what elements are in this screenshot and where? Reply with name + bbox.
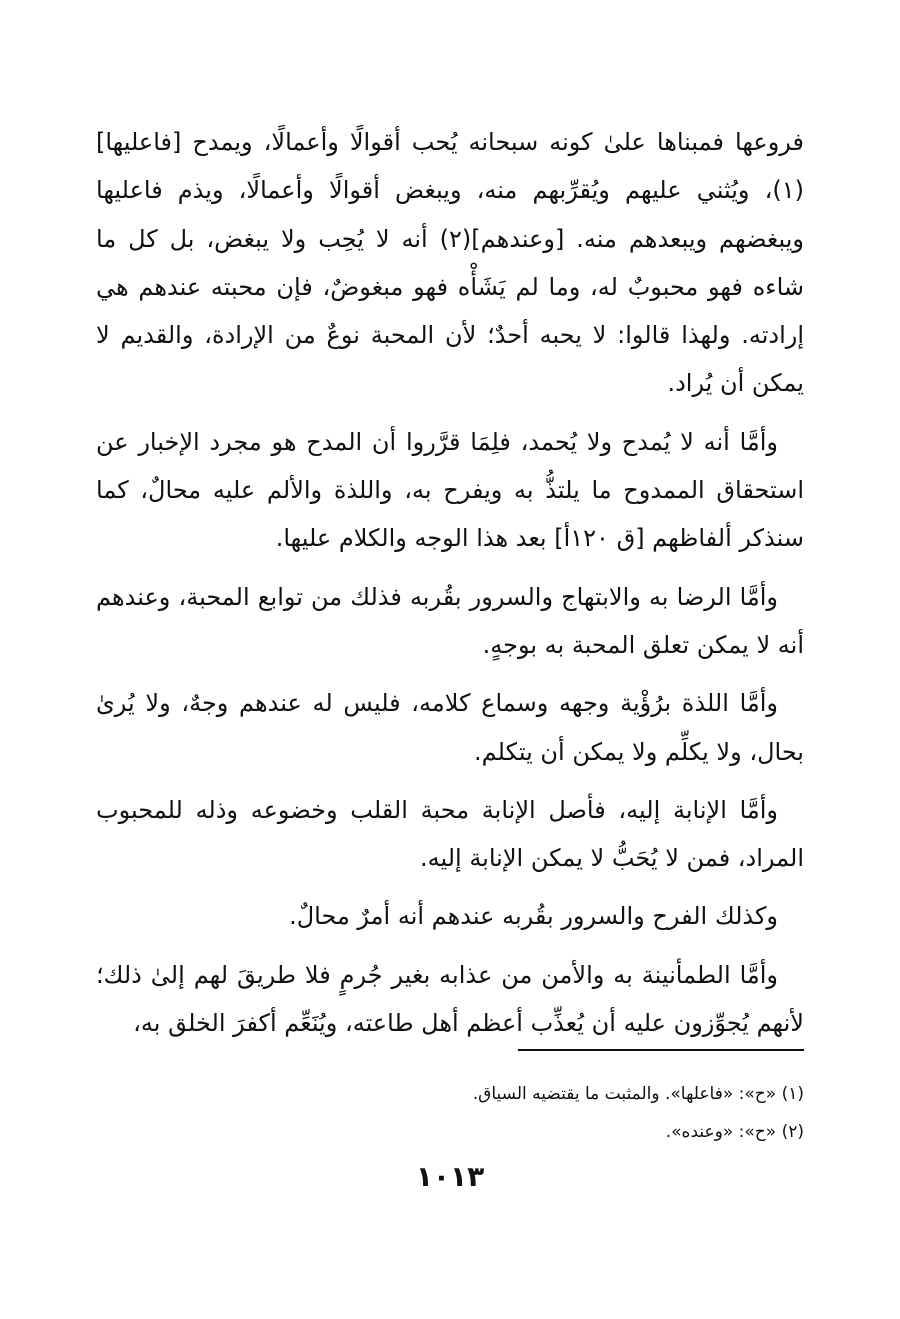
footnote: (٢) «ح»: «وعنده». (665, 1122, 804, 1142)
paragraph: فروعها فمبناها علىٰ كونه سبحانه يُحب أقوالًا وأعمالًا، ويمدح [فاعليها](١)، ويُثني عليهم ويُقرِّبهم منه، ويبغض أقوالًا وأعمالًا، ويذم فاعليها ويبغضهم ويبعدهم منه. [وعندهم](٢) أنه لا يُحِب ولا يبغض، بل كل ما شاءه فهو محبوبٌ له، وما لم يَشَأْه فهو مبغوضٌ، فإن محبته عندهم هي إرادته. ولهذا قالوا: لا يحبه أحدٌ؛ لأن المحبة نوعٌ من الإرادة، والقديم لا يمكن أن يُراد. (96, 128, 804, 398)
paragraph: وكذلك الفرح والسرور بقُربه عندهم أنه أمرٌ محالٌ. (289, 902, 778, 931)
footnotes (96, 1075, 804, 1151)
paragraph: وأمَّا الطمأنينة به والأمن من عذابه بغير جُرمٍ فلا طريقَ لهم إلىٰ ذلك؛ لأنهم يُجوِّزون عليه أن يُعذِّب أعظم أهل طاعته، ويُنَعِّم أكفرَ الخلق به، (96, 960, 804, 1038)
paragraph: وأمَّا الإنابة إليه، فأصل الإنابة محبة القلب وخضوعه وذله للمحبوب المراد، فمن لا يُحَبُّ لا يمكن الإنابة إليه. (96, 795, 804, 873)
footnote: (١) «ح»: «فاعلها». والمثبت ما يقتضيه السياق. (472, 1084, 804, 1104)
main-text (96, 118, 804, 1047)
paragraph: وأمَّا اللذة برُؤْية وجهه وسماع كلامه، فليس له عندهم وجهٌ، ولا يُرىٰ بحال، ولا يكلِّم ولا يمكن أن يتكلم. (96, 689, 804, 766)
paragraph: وأمَّا الرضا به والابتهاج والسرور بقُربه فذلك من توابع المحبة، وعندهم أنه لا يمكن تعلق المحبة به بوجهٍ. (96, 582, 804, 659)
page-number: ١٠١٣ (415, 1160, 485, 1193)
footnote-divider (518, 1049, 804, 1051)
paragraph: وأمَّا أنه لا يُمدح ولا يُحمد، فلِمَا قرَّروا أن المدح هو مجرد الإخبار عن استحقاق الممدوح ما يلتذُّ به ويفرح به، واللذة والألم عليه محالٌ، كما سنذكر ألفاظهم [ق ١٢٠أ] بعد هذا الوجه والكلام عليها. (96, 427, 804, 553)
